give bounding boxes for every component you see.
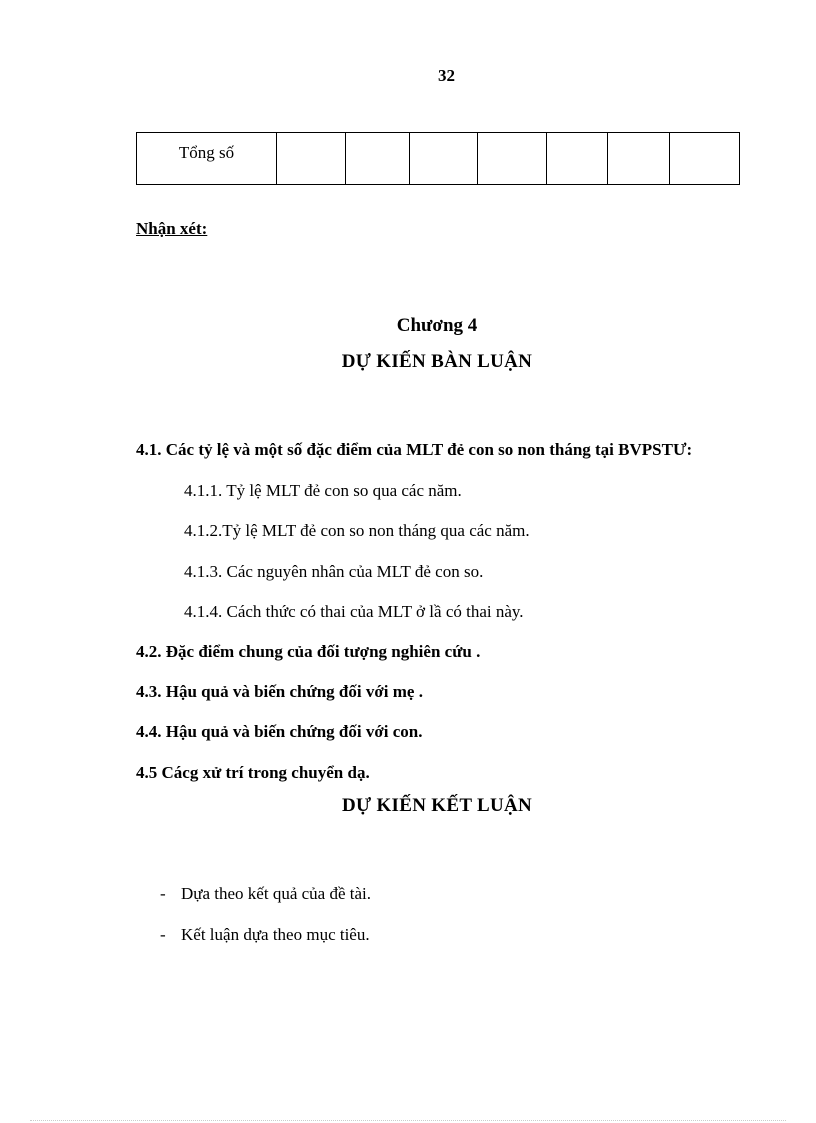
list-item	[160, 884, 371, 904]
table-cell	[346, 133, 410, 185]
table-row	[137, 133, 740, 185]
table-cell	[670, 133, 740, 185]
table-cell	[277, 133, 346, 185]
table-total-label: Tổng số	[137, 133, 277, 185]
table-cell	[608, 133, 670, 185]
bullet-marker: -	[160, 925, 166, 944]
discussion-item: 4.1. Các tỷ lệ và một số đặc điểm của MLT đẻ con so non tháng tại BVPSTƯ:	[136, 440, 693, 459]
list-item	[160, 925, 370, 945]
discussion-item: 4.2. Đặc điểm chung của đối tượng nghiên cứu .	[136, 642, 481, 661]
discussion-subitem: 4.1.4. Cách thức có thai của MLT ở lầ có thai này.	[184, 602, 524, 621]
discussion-heading: DỰ KIẾN BÀN LUẬN	[341, 351, 533, 372]
chapter-title: Chương 4	[396, 315, 478, 336]
bullet-marker: -	[160, 884, 166, 903]
conclusion-heading: DỰ KIẾN KẾT LUẬN	[341, 795, 533, 816]
page-bottom-rule	[30, 1120, 786, 1121]
discussion-subitem: 4.1.2.Tỷ lệ MLT đẻ con so non tháng qua các năm.	[184, 521, 530, 540]
list-item-text: Kết luận dựa theo mục tiêu.	[181, 925, 370, 944]
discussion-subitem: 4.1.3. Các nguyên nhân của MLT đẻ con so.	[184, 562, 484, 581]
discussion-subitem: 4.1.1. Tỷ lệ MLT đẻ con so qua các năm.	[184, 481, 462, 500]
discussion-item: 4.5 Cácg xử trí trong chuyển dạ.	[136, 763, 370, 782]
page-number: 32	[438, 66, 455, 85]
table-cell	[478, 133, 547, 185]
summary-table	[136, 132, 740, 185]
discussion-item: 4.4. Hậu quả và biến chứng đối với con.	[136, 722, 423, 741]
table-cell	[547, 133, 608, 185]
remark-label: Nhận xét:	[136, 219, 208, 238]
discussion-item: 4.3. Hậu quả và biến chứng đối với mẹ .	[136, 682, 423, 701]
list-item-text: Dựa theo kết quả của đề tài.	[181, 884, 371, 903]
table-cell	[410, 133, 478, 185]
